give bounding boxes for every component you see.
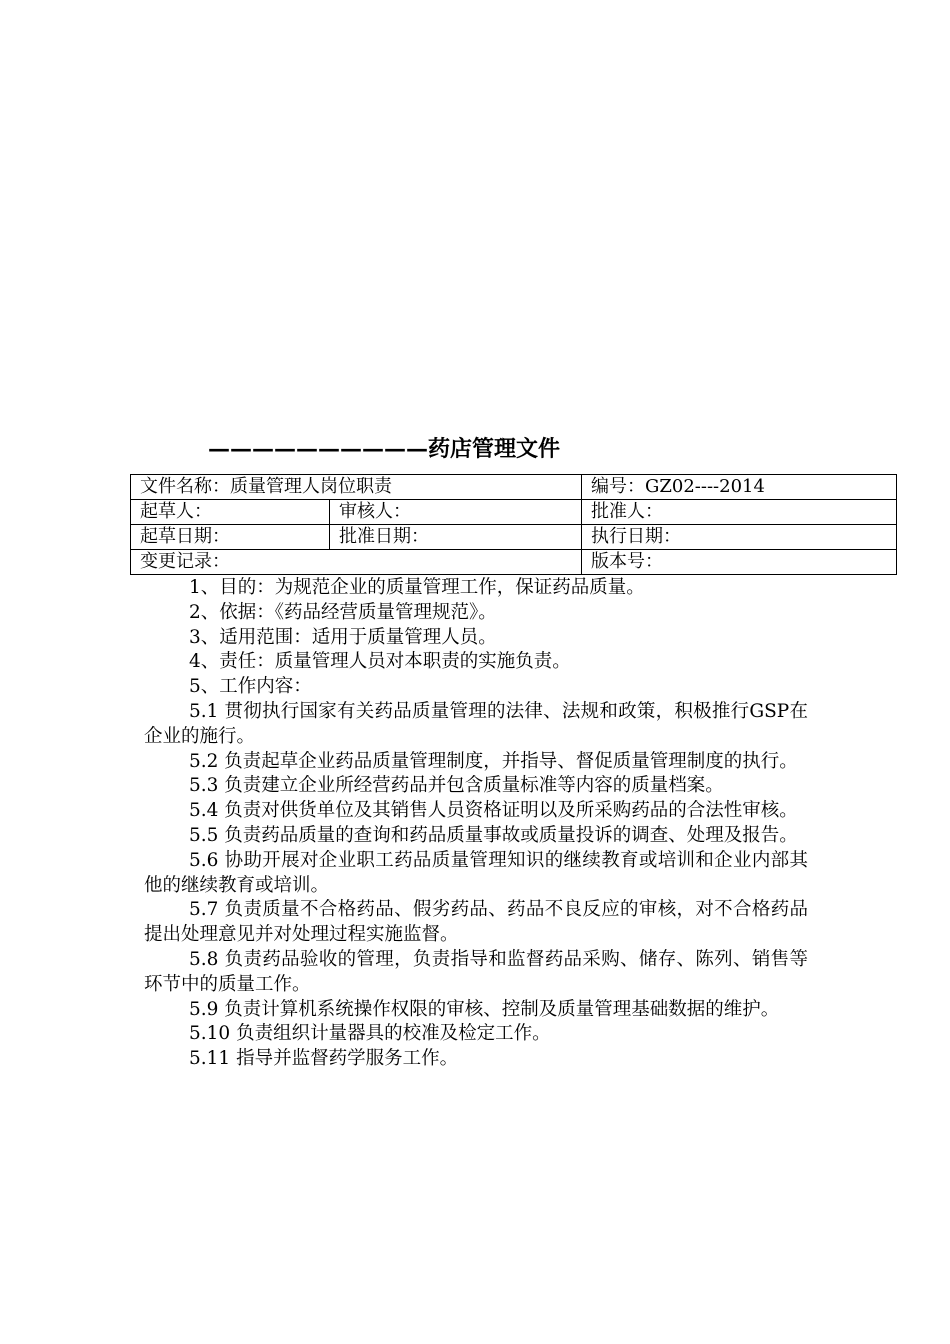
- table-row: [131, 500, 897, 525]
- paragraph-basis: 2、依据：《药品经营质量管理规范》。: [189, 601, 497, 623]
- approver-cell: 批准人：: [582, 500, 897, 525]
- effective-date-cell: 执行日期：: [582, 525, 897, 550]
- doc-number-cell: 编号：GZ02----2014: [582, 475, 897, 500]
- paragraph-scope: 3、适用范围：适用于质量管理人员。: [189, 626, 497, 648]
- drafter-cell: 起草人：: [131, 500, 330, 525]
- draft-date-cell: 起草日期：: [131, 525, 330, 550]
- doc-name-cell: 文件名称：质量管理人岗位职责: [131, 475, 582, 500]
- table-row: [131, 475, 897, 500]
- change-record-cell: 变更记录：: [131, 550, 582, 575]
- paragraph-item-5-9: 5.9 负责计算机系统操作权限的审核、控制及质量管理基础数据的维护。: [189, 998, 780, 1020]
- paragraph-item-5-8: 5.8 负责药品验收的管理，负责指导和监督药品采购、储存、陈列、销售等环节中的质量工作。: [144, 948, 808, 995]
- table-row: [131, 525, 897, 550]
- document-info-table: [130, 474, 897, 575]
- paragraph-purpose: 1、目的：为规范企业的质量管理工作，保证药品质量。: [189, 577, 645, 598]
- paragraph-item-5-4: 5.4 负责对供货单位及其销售人员资格证明以及所采购药品的合法性审核。: [189, 800, 798, 822]
- document-body: [144, 576, 808, 1072]
- paragraph-item-5-6: 5.6 协助开展对企业职工药品质量管理知识的继续教育或培训和企业内部其他的继续教育或培训。: [144, 849, 808, 896]
- paragraph-item-5-10: 5.10 负责组织计量器具的校准及检定工作。: [189, 1023, 551, 1045]
- paragraph-work-content: 5、工作内容：: [189, 676, 312, 698]
- paragraph-item-5-7: 5.7 负责质量不合格药品、假劣药品、药品不良反应的审核，对不合格药品提出处理意见并对处理过程实施监督。: [144, 899, 808, 946]
- paragraph-item-5-2: 5.2 负责起草企业药品质量管理制度，并指导、督促质量管理制度的执行。: [189, 750, 798, 772]
- table-row: [131, 550, 897, 575]
- paragraph-item-5-3: 5.3 负责建立企业所经营药品并包含质量标准等内容的质量档案。: [189, 775, 724, 797]
- paragraph-item-5-1: 5.1 贯彻执行国家有关药品质量管理的法律、法规和政策，积极推行GSP在企业的施行。: [144, 700, 808, 747]
- reviewer-cell: 审核人：: [330, 500, 582, 525]
- paragraph-item-5-5: 5.5 负责药品质量的查询和药品质量事故或质量投诉的调查、处理及报告。: [189, 824, 798, 846]
- version-cell: 版本号：: [582, 550, 897, 575]
- paragraph-responsibility: 4、责任：质量管理人员对本职责的实施负责。: [189, 651, 571, 673]
- paragraph-item-5-11: 5.11 指导并监督药学服务工作。: [189, 1048, 459, 1070]
- document-header-title: ——————————药店管理文件: [208, 436, 561, 462]
- approve-date-cell: 批准日期：: [330, 525, 582, 550]
